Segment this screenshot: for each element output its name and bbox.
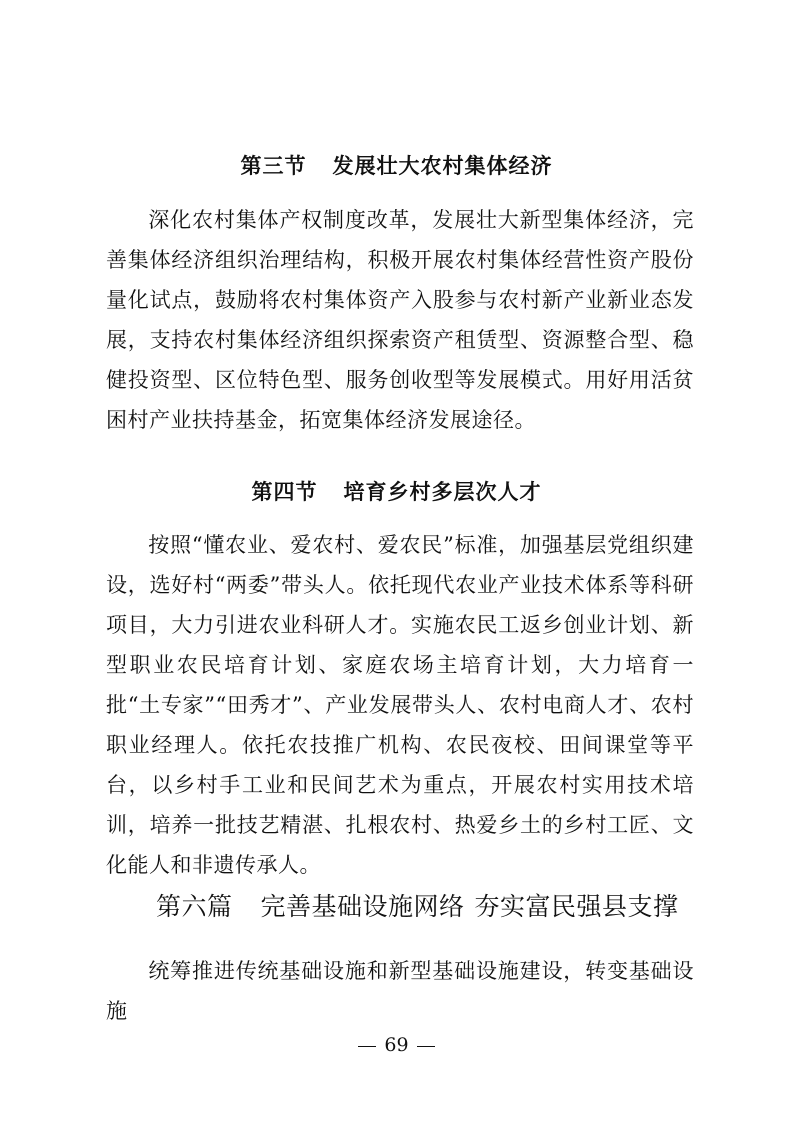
paragraph-text: 按照“懂农业、爱农村、爱农民”标准，加强基层党组织建设，选好村“两委”带头人。依托现代农业产业技术体系等科研项目，大力引进农业科研人才。实施农民工返乡创业计划、新型职业农民培育计划、家庭农场主培育计划，大力培育一批“土专家”“田秀才”、产业发展带头人、农村电商人才、农村职业经理人。依托农技推广机构、农民夜校、田间课堂等平台，以乡村手工业和民间艺术为重点，开展农村实用技术培训，培养一批技艺精湛、扎根农村、热爱乡土的乡村工匠、文化能人和非遗传承人。 — [106, 533, 694, 877]
section-title: 发展壮大农村集体经济 — [332, 154, 553, 178]
section-heading-4 — [0, 476, 793, 506]
part-heading — [156, 887, 679, 923]
paragraph-text: 深化农村集体产权制度改革，发展壮大新型集体经济，完善集体经济组织治理结构，积极开展农村集体经营性资产股份量化试点，鼓励将农村集体资产入股参与农村新产业新业态发展，支持农村集体经济组织探索资产租赁型、资源整合型、稳健投资型、区位特色型、服务创收型等发展模式。用好用活贫困村产业扶持基金，拓宽集体经济发展途径。 — [106, 208, 694, 432]
dash-right — [417, 1046, 435, 1047]
paragraph-text: 统筹推进传统基础设施和新型基础设施建设，转变基础设施 — [106, 959, 694, 1023]
part-title-b: 夯实富民强县支撑 — [474, 892, 679, 921]
section-label: 第四节 — [251, 480, 318, 504]
part-title-a: 完善基础设施网络 — [260, 892, 465, 921]
section-heading-3 — [0, 150, 793, 180]
part-intro-paragraph — [106, 951, 694, 1031]
page-number-value: 69 — [384, 1034, 409, 1056]
part-label: 第六篇 — [156, 892, 233, 921]
section-title: 培育乡村多层次人才 — [343, 480, 542, 504]
section-4-paragraph — [106, 525, 694, 885]
section-3-paragraph — [106, 200, 694, 440]
dash-left — [358, 1046, 376, 1047]
page-number — [0, 1034, 793, 1056]
section-label: 第三节 — [240, 154, 307, 178]
